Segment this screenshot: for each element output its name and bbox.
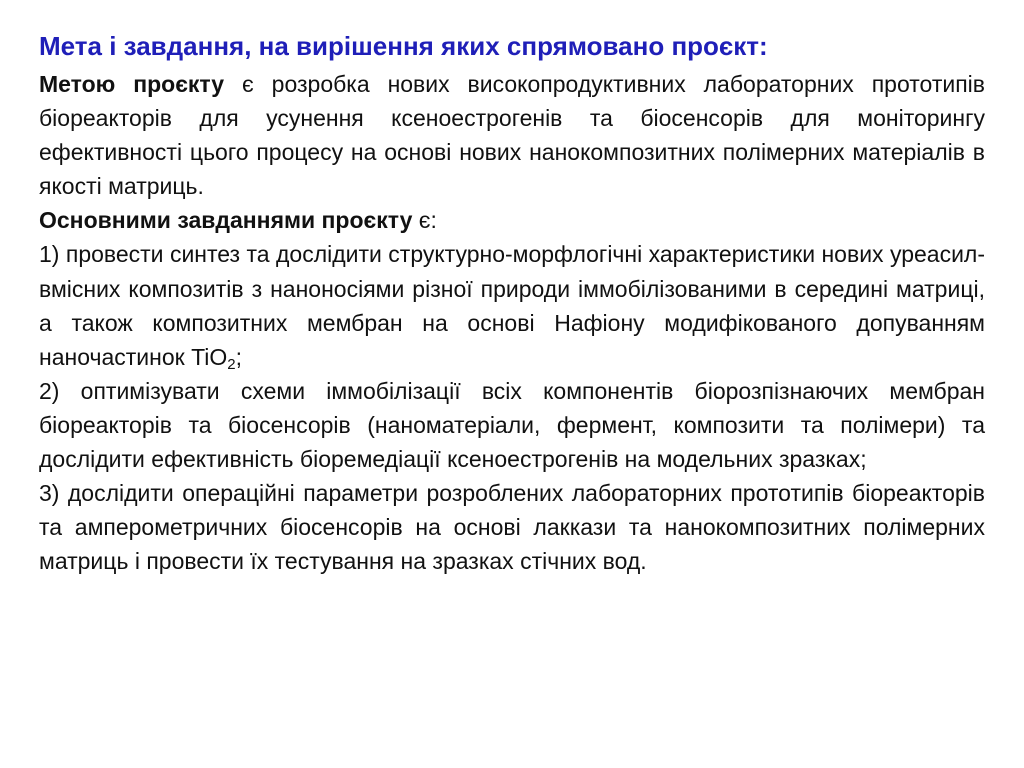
task-1 bbox=[39, 237, 985, 373]
task-3: 3) дослідити операційні параметри розроблених лабораторних прототипів біореакторів та амперометричних біосенсорів на основі лаккази та нанокомпозитних полімерних матриць і провести їх тестування на зразках стічних вод. bbox=[39, 480, 985, 575]
project-goal-paragraph bbox=[39, 67, 985, 203]
slide-content bbox=[39, 28, 985, 578]
project-goal-lead: Метою проєкту bbox=[39, 71, 225, 97]
tasks-heading-lead: Основними завданнями проєкту bbox=[39, 207, 413, 234]
tasks-heading bbox=[39, 203, 985, 237]
task-1-text: 1) провести синтез та дослідити структурно-морфлогічні характеристики нових уреасил-вмісних композитів з наноносіями різної природи іммобілізованими в середині матриці, а також композитних мембран на основі Нафіону модифікованого допуванням наночастинок TiO bbox=[39, 241, 985, 370]
project-goal-text: є розробка нових високопродуктивних лабораторних прототипів біореакторів для усунення ксеноестрогенів та біосенсорів для моніторингу ефективності цього процесу на основі нових нанокомпозитних полімерних матеріалів в якості матриць. bbox=[39, 71, 985, 200]
task-2: 2) оптимізувати схеми іммобілізації всіх компонентів біорозпізнаючих мембран біореакторів та біосенсорів (наноматеріали, фермент, композити та полімери) та дослідити ефективність біоремедіації ксеноестрогенів на модельних зразках; bbox=[39, 377, 985, 473]
tasks-heading-text: є: bbox=[412, 207, 437, 234]
task-1-tail: ; bbox=[235, 343, 243, 370]
slide-title: Мета і завдання, на вирішення яких спрямовано проєкт: bbox=[39, 31, 768, 61]
task-1-subscript: 2 bbox=[227, 355, 236, 373]
